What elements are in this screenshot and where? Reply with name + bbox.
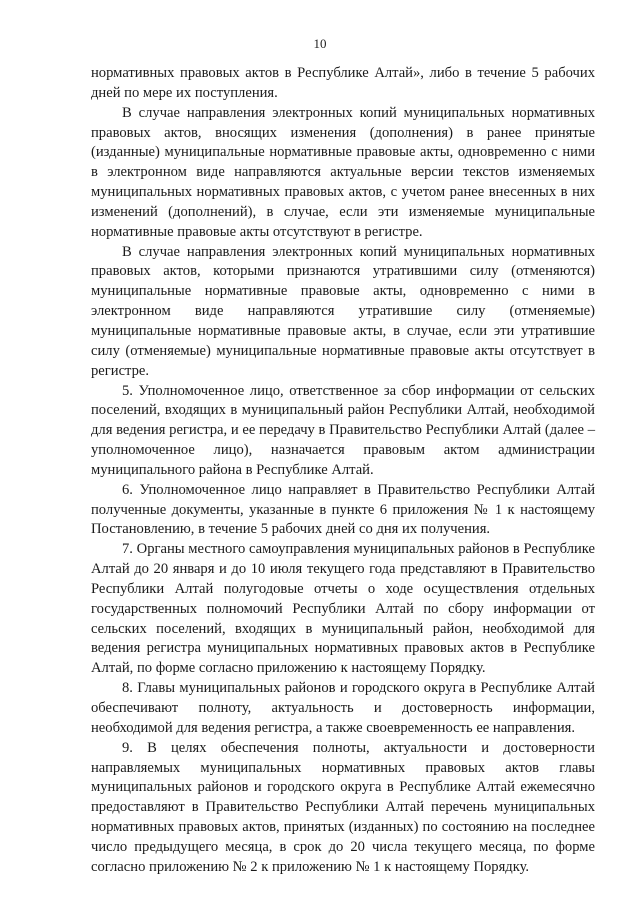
paragraph-repealed-acts: В случае направления электронных копий муниципальных нормативных правовых актов, которыми признаются утратившими силу (отменяются) муниципальные нормативные правовые акты, одновременно с ними в электронном виде направляются утратившие силу (отменяемые) муниципальные нормативные правовые акты, в случае, если эти утратившие силу (отменяемые) муниципальные нормативные правовые акты отсутствует в регистре.: [91, 243, 595, 379]
document-body: [91, 64, 595, 878]
paragraph-item-5: 5. Уполномоченное лицо, ответственное за сбор информации от сельских поселений, входящих в муниципальный район Республики Алтай, необходимой для ведения регистра, и ее передачу в Правительство Республики Алтай (далее – уполномоченное лицо), назначается правовым актом администрации муниципального района в Республике Алтай.: [91, 382, 595, 478]
page-number: 10: [313, 36, 327, 51]
paragraph-item-7: 7. Органы местного самоуправления муниципальных районов в Республике Алтай до 20 января и до 10 июля текущего года представляют в Правительство Республики Алтай полугодовые отчеты о ходе осуществления отдельных государственных полномочий Республики Алтай по сбору информации от сельских поселений, входящих в муниципальный район, необходимой для ведения регистра муниципальных нормативных правовых актов в Республике Алтай, по форме согласно приложению к настоящему Порядку.: [91, 541, 595, 677]
paragraph-item-8: 8. Главы муниципальных районов и городского округа в Республике Алтай обеспечивают полноту, актуальность и достоверность информации, необходимой для ведения регистра, а также своевременность ее направления.: [91, 680, 595, 736]
paragraph-continuation: нормативных правовых актов в Республике Алтай», либо в течение 5 рабочих дней по мере их поступления.: [91, 65, 595, 101]
paragraph-amendments: В случае направления электронных копий муниципальных нормативных правовых актов, вносящих изменения (дополнения) в ранее принятые (изданные) муниципальные нормативные правовые акты, одновременно с ними в электронном виде направляются актуальные версии текстов изменяемых муниципальных нормативных правовых актов, с учетом ранее внесенных в них изменений (дополнений), в случае, если эти изменяемые муниципальные нормативные правовые акты отсутствуют в регистре.: [91, 104, 595, 240]
paragraph-item-6: 6. Уполномоченное лицо направляет в Правительство Республики Алтай полученные документы, указанные в пункте 6 приложения № 1 к настоящему Постановлению, в течение 5 рабочих дней со дня их получения.: [91, 481, 595, 538]
paragraph-item-9: 9. В целях обеспечения полноты, актуальности и достоверности направляемых муниципальных нормативных правовых актов главы муниципальных районов и городского округа в Республике Алтай ежемесячно предоставляют в Правительство Республики Алтай перечень муниципальных нормативных правовых актов, принятых (изданных) по состоянию на последнее число предыдущего месяца, в срок до 20 числа текущего месяца, по форме согласно приложению № 2 к приложению № 1 к настоящему Порядку.: [91, 739, 595, 875]
